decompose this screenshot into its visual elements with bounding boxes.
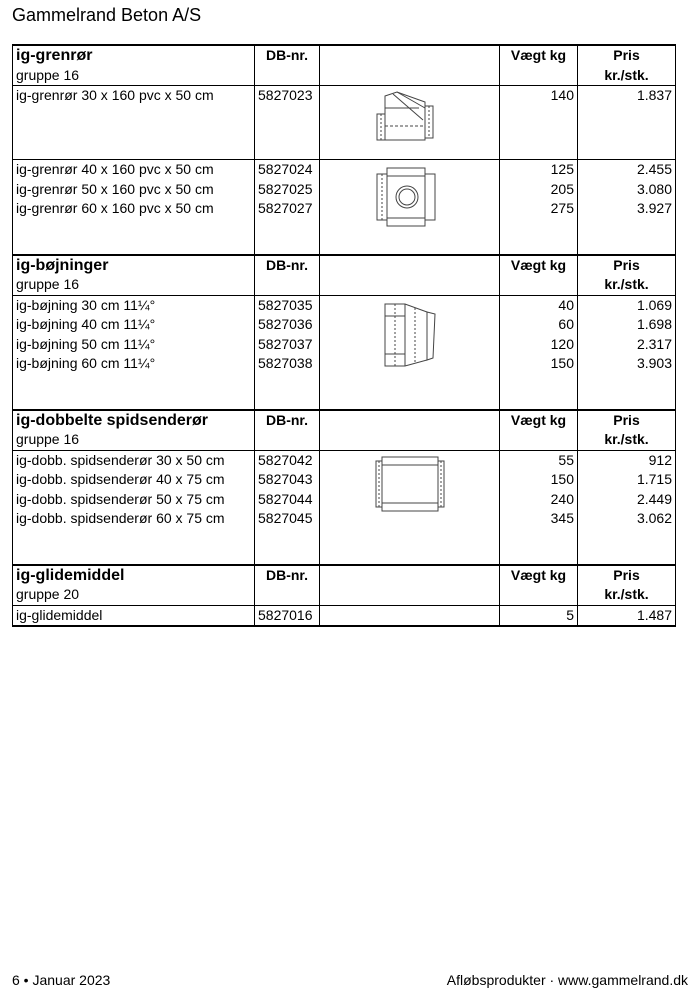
db-number: 5827038 — [255, 354, 320, 374]
price-column-header: Pris — [578, 565, 676, 586]
weight-column-header: Vægt kg — [500, 410, 578, 431]
double-spigot-pipe-illustration — [320, 450, 500, 565]
section-subheader — [13, 66, 676, 86]
image-column-header — [320, 565, 500, 586]
price-dkk: 1.837 — [578, 86, 676, 160]
db-number: 5827023 — [255, 86, 320, 160]
section-group: gruppe 16 — [13, 430, 255, 450]
section-subheader — [13, 585, 676, 605]
price-dkk: 912 — [578, 450, 676, 470]
product-name: ig-dobb. spidsenderør 30 x 50 cm — [13, 450, 255, 470]
section-group: gruppe 16 — [13, 66, 255, 86]
section-title: ig-dobbelte spidsenderør — [13, 410, 255, 431]
section-title: ig-glidemiddel — [13, 565, 255, 586]
section-title: ig-grenrør — [13, 45, 255, 66]
price-dkk: 1.069 — [578, 295, 676, 315]
db-number: 5827035 — [255, 295, 320, 315]
db-column-header: DB-nr. — [255, 565, 320, 586]
price-table — [12, 44, 676, 627]
weight-kg: 60 — [500, 315, 578, 335]
company-name: Gammelrand Beton A/S — [12, 5, 202, 25]
weight-kg: 150 — [500, 470, 578, 490]
weight-kg: 125 — [500, 160, 578, 180]
price-dkk: 1.487 — [578, 605, 676, 626]
db-number: 5827016 — [255, 605, 320, 626]
weight-kg: 345 — [500, 509, 578, 529]
section-header — [13, 565, 676, 586]
branch-pipe-90-illustration — [320, 160, 500, 255]
section-subheader — [13, 275, 676, 295]
db-number: 5827042 — [255, 450, 320, 470]
price-unit-header: kr./stk. — [578, 430, 676, 450]
weight-kg: 5 — [500, 605, 578, 626]
db-number: 5827027 — [255, 199, 320, 219]
price-column-header: Pris — [578, 45, 676, 66]
price-unit-header: kr./stk. — [578, 66, 676, 86]
product-name: ig-bøjning 60 cm 11¼° — [13, 354, 255, 374]
table-row — [13, 450, 676, 470]
footer-site: Afløbsprodukter · www.gammelrand.dk — [446, 972, 688, 988]
weight-kg: 140 — [500, 86, 578, 160]
db-number: 5827036 — [255, 315, 320, 335]
product-name: ig-glidemiddel — [13, 605, 255, 626]
image-column-header — [320, 45, 500, 66]
product-name: ig-bøjning 30 cm 11¼° — [13, 295, 255, 315]
weight-kg: 240 — [500, 490, 578, 510]
section-header — [13, 410, 676, 431]
weight-kg: 120 — [500, 335, 578, 355]
weight-kg: 275 — [500, 199, 578, 219]
price-unit-header: kr./stk. — [578, 585, 676, 605]
product-name: ig-dobb. spidsenderør 60 x 75 cm — [13, 509, 255, 529]
bend-illustration — [320, 295, 500, 410]
db-column-header: DB-nr. — [255, 45, 320, 66]
price-dkk: 3.903 — [578, 354, 676, 374]
price-dkk: 1.715 — [578, 470, 676, 490]
price-dkk: 2.449 — [578, 490, 676, 510]
price-column-header: Pris — [578, 255, 676, 276]
weight-column-header: Vægt kg — [500, 45, 578, 66]
image-column-header — [320, 255, 500, 276]
section-subheader — [13, 430, 676, 450]
product-name: ig-dobb. spidsenderør 50 x 75 cm — [13, 490, 255, 510]
image-column-header — [320, 410, 500, 431]
price-unit-header: kr./stk. — [578, 275, 676, 295]
weight-kg: 55 — [500, 450, 578, 470]
price-dkk: 2.455 — [578, 160, 676, 180]
product-name: ig-bøjning 50 cm 11¼° — [13, 335, 255, 355]
weight-column-header: Vægt kg — [500, 565, 578, 586]
db-number: 5827044 — [255, 490, 320, 510]
section-header — [13, 255, 676, 276]
section-group: gruppe 16 — [13, 275, 255, 295]
product-name: ig-dobb. spidsenderør 40 x 75 cm — [13, 470, 255, 490]
db-column-header: DB-nr. — [255, 255, 320, 276]
product-name: ig-bøjning 40 cm 11¼° — [13, 315, 255, 335]
product-name: ig-grenrør 50 x 160 pvc x 50 cm — [13, 180, 255, 200]
price-dkk: 3.080 — [578, 180, 676, 200]
product-image-empty — [320, 605, 500, 626]
table-row — [13, 295, 676, 315]
weight-column-header: Vægt kg — [500, 255, 578, 276]
product-name: ig-grenrør 40 x 160 pvc x 50 cm — [13, 160, 255, 180]
section-title: ig-bøjninger — [13, 255, 255, 276]
branch-pipe-45-illustration — [320, 86, 500, 160]
table-row — [13, 86, 676, 160]
db-number: 5827043 — [255, 470, 320, 490]
price-dkk: 3.927 — [578, 199, 676, 219]
footer-page-date: 6 • Januar 2023 — [12, 972, 111, 988]
product-name: ig-grenrør 30 x 160 pvc x 50 cm — [13, 86, 255, 160]
section-group: gruppe 20 — [13, 585, 255, 605]
db-column-header: DB-nr. — [255, 410, 320, 431]
db-number: 5827037 — [255, 335, 320, 355]
weight-kg: 40 — [500, 295, 578, 315]
price-dkk: 2.317 — [578, 335, 676, 355]
db-number: 5827025 — [255, 180, 320, 200]
table-row — [13, 605, 676, 626]
weight-kg: 150 — [500, 354, 578, 374]
price-dkk: 3.062 — [578, 509, 676, 529]
price-dkk: 1.698 — [578, 315, 676, 335]
product-name: ig-grenrør 60 x 160 pvc x 50 cm — [13, 199, 255, 219]
table-row — [13, 160, 676, 180]
weight-kg: 205 — [500, 180, 578, 200]
section-header — [13, 45, 676, 66]
price-column-header: Pris — [578, 410, 676, 431]
db-number: 5827024 — [255, 160, 320, 180]
db-number: 5827045 — [255, 509, 320, 529]
